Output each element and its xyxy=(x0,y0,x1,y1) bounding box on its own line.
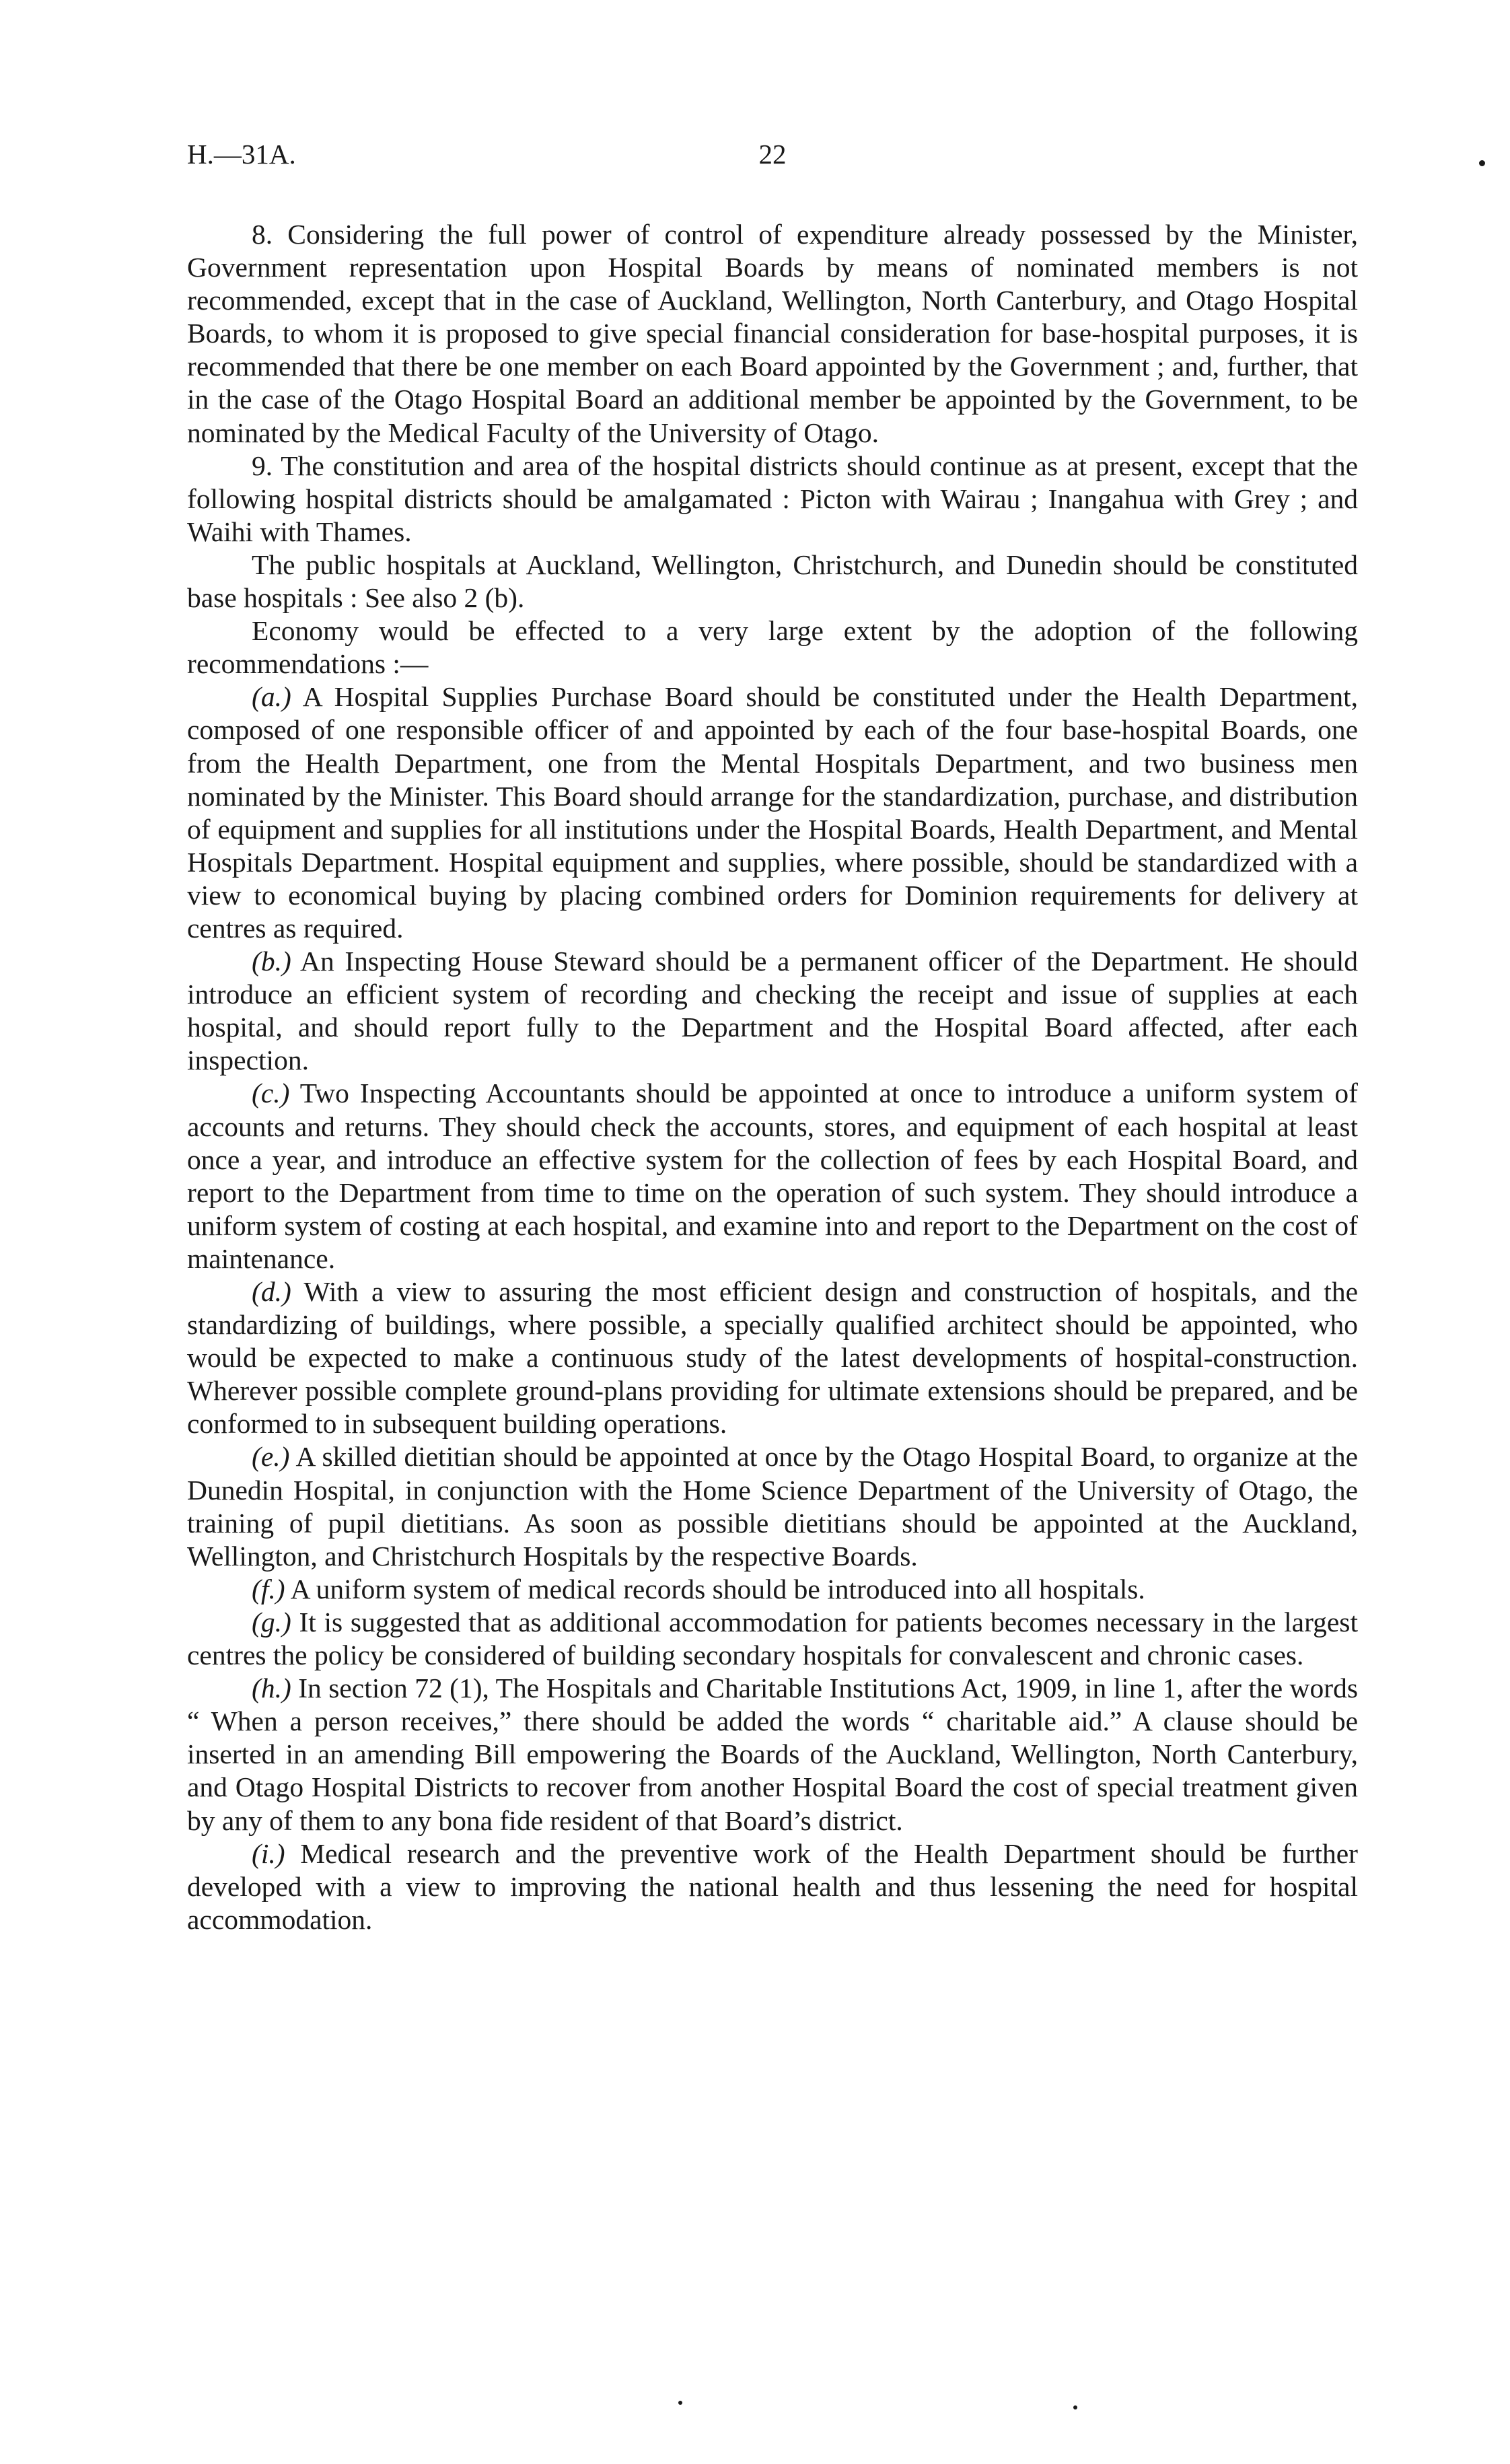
item-label: (c.) xyxy=(252,1078,290,1109)
recommendation-e: (e.) A skilled dietitian should be appointed at once by the Otago Hospital Board, to organize at the Dunedin Hospital, in conjunction with the Home Science Department of the University of Otago, the training of pupil dietitians. As soon as possible dietitians should be appointed at the Auckland, Wellington, and Christchurch Hospitals by the respective Boards. xyxy=(187,1441,1358,1572)
page-number: 22 xyxy=(758,139,787,170)
recommendation-a: (a.) A Hospital Supplies Purchase Board should be constituted under the Health Department, composed of one responsible officer of and appointed by each of the four base-hospital Boards, one from the Health Department, one from the Mental Hospitals Department, and two business men nominated by the Minister. This Board should arrange for the standardization, purchase, and distribution of equipment and supplies for all institutions under the Hospital Boards, Health Department, and Mental Hospitals Department. Hospital equipment and supplies, where possible, should be standardized with a view to economical buying by placing combined orders for Dominion requirements for delivery at centres as required. xyxy=(187,681,1358,944)
margin-mark xyxy=(1479,160,1485,166)
recommendation-h: (h.) In section 72 (1), The Hospitals and Charitable Institutions Act, 1909, in line 1, after the words “ When a person receives,” there should be added the words “ charitable aid.” A clause should be inserted in an amending Bill empowering the Boards of the Auckland, Wellington, North Canterbury, and Otago Hospital Districts to recover from another Hospital Board the cost of special treatment given by any of them to any bona fide resident of that Board’s district. xyxy=(187,1673,1358,1836)
paragraph-8: 8. Considering the full power of control of expenditure already possessed by the Minister, Government representation upon Hospital Boards by means of nominated members is not recommended, except that in the case of Auckland, Wellington, North Canterbury, and Otago Hospital Boards, to whom it is proposed to give special financial consideration for base-hospital purposes, it is recommended that there be one member on each Board appointed by the Government ; and, further, that in the case of the Otago Hospital Board an additional member be appointed by the Government, to be nominated by the Medical Faculty of the University of Otago. xyxy=(187,219,1358,448)
body-text xyxy=(187,218,1358,1936)
item-label: (b.) xyxy=(252,946,291,977)
paragraph-base-hospitals: The public hospitals at Auckland, Wellington, Christchurch, and Dunedin should be constituted base hospitals : See also 2 (b). xyxy=(187,549,1358,614)
item-label: (d.) xyxy=(252,1276,291,1307)
paragraph-9: 9. The constitution and area of the hospital districts should continue as at present, except that the following hospital districts should be amalgamated : Picton with Wairau ; Inangahua with Grey ; and Waihi with Thames. xyxy=(187,450,1358,547)
item-label: (a.) xyxy=(252,681,291,713)
recommendation-f: (f.) A uniform system of medical records should be introduced into all hospitals. xyxy=(252,1573,1145,1605)
recommendation-d: (d.) With a view to assuring the most efficient design and construction of hospitals, and the standardizing of buildings, where possible, a specially qualified architect should be appointed, who would be expected to make a continuous study of the latest developments of hospital-construction. Wherever possible complete ground-plans providing for ultimate extensions should be prepared, and be conformed to in subsequent building operations. xyxy=(187,1276,1358,1440)
speck xyxy=(1073,2405,1077,2409)
recommendation-g: (g.) It is suggested that as additional accommodation for patients becomes necessary in the largest centres the policy be considered of building secondary hospitals for convalescent and chronic cases. xyxy=(187,1606,1358,1671)
item-label: (i.) xyxy=(252,1837,285,1869)
item-label: (f.) xyxy=(252,1573,285,1605)
item-label: (g.) xyxy=(252,1606,291,1638)
recommendation-i: (i.) Medical research and the preventive work of the Health Department should be further developed with a view to improving the national health and thus lessening the need for hospital accommodation. xyxy=(187,1837,1358,1935)
item-label: (h.) xyxy=(252,1673,291,1704)
page-header xyxy=(187,138,1358,178)
recommendation-b: (b.) An Inspecting House Steward should be a permanent officer of the Department. He should introduce an efficient system of recording and checking the receipt and issue of supplies at each hospital, and should report fully to the Department and the Hospital Board affected, after each inspection. xyxy=(187,946,1358,1076)
speck xyxy=(678,2401,682,2405)
document-reference: H.—31A. xyxy=(187,139,296,170)
recommendation-c: (c.) Two Inspecting Accountants should be appointed at once to introduce a uniform system of accounts and returns. They should check the accounts, stores, and equipment of each hospital at least once a year, and introduce an effective system for the collection of fees by each Hospital Board, and report to the Department from time to time on the operation of such system. They should introduce a uniform system of costing at each hospital, and examine into and report to the Department on the cost of maintenance. xyxy=(187,1078,1358,1274)
paragraph-economy: Economy would be effected to a very large extent by the adoption of the following recommendations :— xyxy=(187,615,1358,680)
item-label: (e.) xyxy=(252,1441,290,1473)
